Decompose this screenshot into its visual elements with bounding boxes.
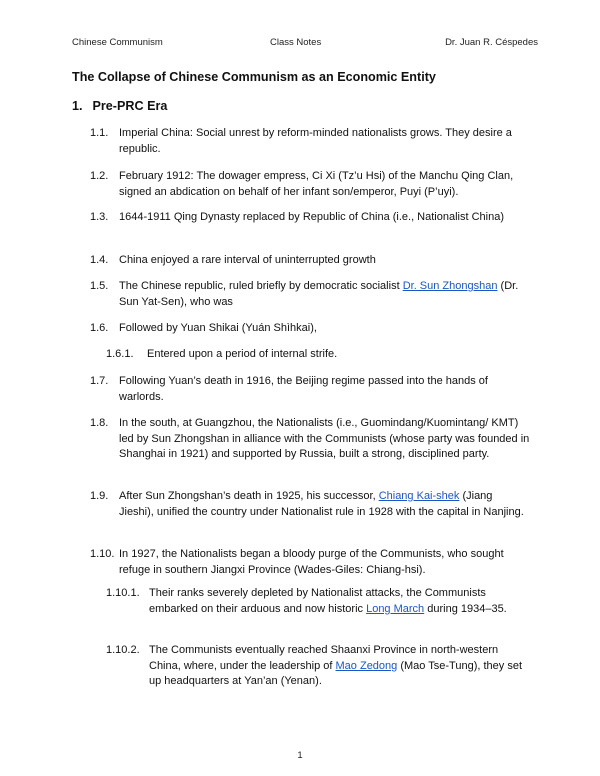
list-item (90, 253, 530, 269)
sun-zhongshan-link[interactable]: Dr. Sun Zhongshan (402, 280, 498, 292)
item-number: 1.10.1. (106, 587, 140, 599)
item-text-part: (Jiang Jieshi), unified the country under Nationalist rule in 1928 with the capital in Nanjing. (119, 490, 524, 518)
list-item (90, 169, 530, 200)
list-item (106, 586, 530, 617)
item-text-part: (Mao Tse-Tung), they set up headquarters at Yan’an (Yenan). (149, 659, 522, 687)
item-text (119, 279, 530, 310)
item-text: 1644-1911 Qing Dynasty replaced by Republic of China (i.e., Nationalist China) (119, 211, 505, 223)
list-item (90, 489, 530, 520)
item-number: 1.1. (90, 127, 109, 139)
list-item (90, 416, 530, 463)
item-text: In 1927, the Nationalists began a bloody purge of the Communists, who sought refuge in southern Jiangxi Province (Wades-Giles: Chiang-hsi). (119, 548, 504, 576)
item-text-part: during 1934–35. (424, 602, 507, 615)
list-item (90, 279, 530, 310)
item-number: 1.7. (90, 375, 109, 387)
list-item (106, 347, 530, 363)
item-text-part: (Dr. Sun Yat-Sen), who was (119, 280, 519, 308)
item-number: 1.10.2. (106, 644, 140, 656)
item-number: 1.6.1. (106, 348, 134, 360)
list-item (90, 126, 530, 157)
item-number: 1.8. (90, 417, 109, 429)
page-header (72, 37, 538, 51)
item-text: Followed by Yuan Shikai (Yuán Shìhkai), (119, 322, 317, 334)
item-text: China enjoyed a rare interval of uninterrupted growth (119, 254, 376, 266)
header-doc-type: Class Notes (270, 37, 322, 48)
item-text (119, 489, 530, 520)
item-text (149, 643, 530, 690)
item-text: In the south, at Guangzhou, the Nationalists (i.e., Guomindang/Kuomintang/ KMT) led by Sun Zhongshan in alliance with the Communists (whose party was founded in Shanghai in 1921) and supported by Russia, built a strong, disciplined party. (119, 417, 530, 460)
item-number: 1.6. (90, 322, 109, 334)
section-heading (72, 99, 167, 113)
item-text-part: The Communists eventually reached Shaanxi Province in north-western China, where, under the leadership of (149, 644, 499, 672)
item-text-part: The Chinese republic, ruled briefly by democratic socialist (119, 280, 403, 292)
mao-zedong-link[interactable]: Mao Zedong (335, 659, 398, 672)
header-course: Chinese Communism (72, 37, 163, 48)
item-number: 1.3. (90, 211, 109, 223)
item-number: 1.2. (90, 170, 109, 182)
list-item (90, 210, 530, 226)
item-text-part: Their ranks severely depleted by Nationalist attacks, the Communists embarked on their arduous and now historic (149, 587, 486, 615)
page-number: 1 (297, 750, 303, 761)
item-number: 1.9. (90, 490, 109, 502)
list-item (90, 547, 530, 578)
item-text-part: After Sun Zhongshan’s death in 1925, his successor, (119, 490, 379, 502)
item-text (149, 586, 530, 617)
item-number: 1.4. (90, 254, 109, 266)
item-number: 1.10. (90, 548, 115, 560)
section-number: 1. (72, 99, 83, 113)
long-march-link[interactable]: Long March (366, 602, 425, 615)
chiang-kai-shek-link[interactable]: Chiang Kai-shek (378, 490, 460, 502)
document-title: The Collapse of Chinese Communism as an Economic Entity (72, 70, 436, 84)
item-text: Following Yuan’s death in 1916, the Beijing regime passed into the hands of warlords. (119, 375, 488, 403)
list-item (90, 374, 530, 405)
header-author: Dr. Juan R. Céspedes (445, 37, 538, 48)
item-number: 1.5. (90, 280, 109, 292)
item-text: Imperial China: Social unrest by reform-minded nationalists grows. They desire a republic. (119, 127, 512, 155)
item-text: Entered upon a period of internal strife. (147, 348, 338, 360)
list-item (90, 321, 530, 337)
list-item (106, 643, 530, 690)
section-title: Pre-PRC Era (92, 99, 168, 113)
item-text: February 1912: The dowager empress, Ci Xi (Tz’u Hsi) of the Manchu Qing Clan, signed an abdication on behalf of her infant son/emperor, Puyi (P’uyi). (119, 170, 514, 198)
